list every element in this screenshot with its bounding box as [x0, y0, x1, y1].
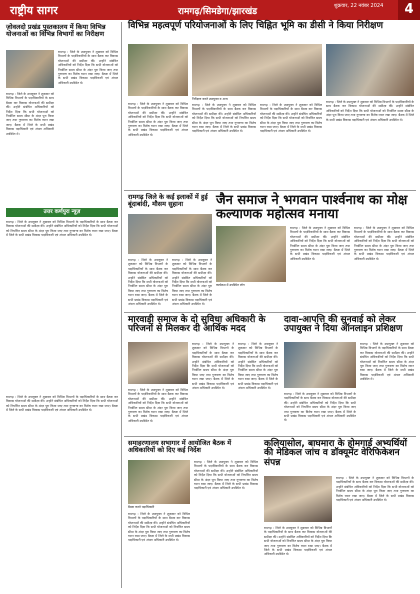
center-small-photo	[128, 214, 212, 254]
mid-left-body-3: रामगढ़ : जिले के उपायुक्त ने शुक्रवार को विभिन्न विभागों के पदाधिकारियों के साथ बैठक कर विकास योजनाओं की समीक्षा की। उन्होंने संबंधित अधिकारियों को निर्देश दिया कि सभी योजनाओं को निर्धारित समय सीमा के अंदर पूरा किया जाए तथा गुणवत्ता का विशेष ध्यान रखा जाए। बैठक में जिले के सभी प्रखंड विकास पदाधिकारी एवं अंचल अधिकारी उपस्थित थे।	[128, 388, 188, 423]
newspaper-title: राष्ट्रीय सागर	[10, 4, 58, 17]
left-top-photo	[6, 50, 54, 88]
mid-right-body-2: रामगढ़ : जिले के उपायुक्त ने शुक्रवार को विभिन्न विभागों के पदाधिकारियों के साथ बैठक कर विकास योजनाओं की समीक्षा की। उन्होंने संबंधित अधिकारियों को निर्देश दिया कि सभी योजनाओं को निर्धारित समय सीमा के अंदर पूरा किया जाए तथा गुणवत्ता का विशेष ध्यान रखा जाए। बैठक में जिले के सभी प्रखंड विकास पदाधिकारी एवं अंचल अधिकारी उपस्थित थे।	[284, 392, 356, 423]
bottom-center-caption: बैठक करते पदाधिकारी	[128, 505, 155, 509]
left-top-body: रामगढ़ : जिले के उपायुक्त ने शुक्रवार को विभिन्न विभागों के पदाधिकारियों के साथ बैठक कर विकास योजनाओं की समीक्षा की। उन्होंने संबंधित अधिकारियों को निर्देश दिया कि सभी योजनाओं को निर्धारित समय सीमा के अंदर पूरा किया जाए तथा गुणवत्ता का विशेष ध्यान रखा जाए। बैठक में जिले के सभी प्रखंड विकास पदाधिकारी एवं अंचल अधिकारी उपस्थित थे।	[58, 50, 118, 85]
center-sub-headline: रामगढ़ जिले के कई इलाकों में हुई बूंदाबांदी, मौसम सुहाना	[128, 193, 208, 208]
mid-right-photo	[284, 342, 356, 388]
column-rule	[121, 22, 122, 588]
bottom-right-photo	[264, 476, 332, 522]
lead-photo-3	[326, 44, 414, 96]
date-line: शुक्रवार, 22 नवंबर 2024	[334, 3, 384, 9]
left-top-body-2: रामगढ़ : जिले के उपायुक्त ने शुक्रवार को विभिन्न विभागों के पदाधिकारियों के साथ बैठक कर विकास योजनाओं की समीक्षा की। उन्होंने संबंधित अधिकारियों को निर्देश दिया कि सभी योजनाओं को निर्धारित समय सीमा के अंदर पूरा किया जाए तथा गुणवत्ता का विशेष ध्यान रखा जाए। बैठक में जिले के सभी प्रखंड विकास पदाधिकारी एवं अंचल अधिकारी उपस्थित थे।	[6, 92, 54, 136]
bottom-center-photo	[128, 460, 190, 504]
lead-body-1: रामगढ़ : जिले के उपायुक्त ने शुक्रवार को विभिन्न विभागों के पदाधिकारियों के साथ बैठक कर विकास योजनाओं की समीक्षा की। उन्होंने संबंधित अधिकारियों को निर्देश दिया कि सभी योजनाओं को निर्धारित समय सीमा के अंदर पूरा किया जाए तथा गुणवत्ता का विशेष ध्यान रखा जाए। बैठक में जिले के सभी प्रखंड विकास पदाधिकारी एवं अंचल अधिकारी उपस्थित थे।	[128, 102, 188, 137]
lead-body-2: रामगढ़ : जिले के उपायुक्त ने शुक्रवार को विभिन्न विभागों के पदाधिकारियों के साथ बैठक कर विकास योजनाओं की समीक्षा की। उन्होंने संबंधित अधिकारियों को निर्देश दिया कि सभी योजनाओं को निर्धारित समय सीमा के अंदर पूरा किया जाए तथा गुणवत्ता का विशेष ध्यान रखा जाए। बैठक में जिले के सभी प्रखंड विकास पदाधिकारी एवं अंचल अधिकारी उपस्थित थे।	[192, 103, 256, 134]
lead-caption: निरीक्षण करते उपायुक्त व अन्य	[192, 97, 228, 101]
section-name: रामगढ़/सिमडेगा/झारखंड	[178, 7, 258, 17]
center-small-body: रामगढ़ : जिले के उपायुक्त ने शुक्रवार को विभिन्न विभागों के पदाधिकारियों के साथ बैठक कर विकास योजनाओं की समीक्षा की। उन्होंने संबंधित अधिकारियों को निर्देश दिया कि सभी योजनाओं को निर्धारित समय सीमा के अंदर पूरा किया जाए तथा गुणवत्ता का विशेष ध्यान रखा जाए। बैठक में जिले के सभी प्रखंड विकास पदाधिकारी एवं अंचल अधिकारी उपस्थित थे।	[128, 258, 168, 307]
left-top-headline: ज़ोवलदो प्रखंड पुस्तकालय में किया विभिन्न योजनाओं का विभिन्न विभागों का निरीक्षण	[6, 23, 106, 38]
center-big-caption: कार्यक्रम में उपस्थित लोग	[216, 283, 245, 287]
lead-body-4: रामगढ़ : जिले के उपायुक्त ने शुक्रवार को विभिन्न विभागों के पदाधिकारियों के साथ बैठक कर विकास योजनाओं की समीक्षा की। उन्होंने संबंधित अधिकारियों को निर्देश दिया कि सभी योजनाओं को निर्धारित समय सीमा के अंदर पूरा किया जाए तथा गुणवत्ता का विशेष ध्यान रखा जाए। बैठक में जिले के सभी प्रखंड विकास पदाधिकारी एवं अंचल अधिकारी उपस्थित थे।	[326, 100, 414, 122]
page-number: 4	[398, 0, 420, 20]
section-band: उत्तर कर्णपुरा न्यूज़	[6, 208, 118, 217]
mid-right-body-1: रामगढ़ : जिले के उपायुक्त ने शुक्रवार को विभिन्न विभागों के पदाधिकारियों के साथ बैठक कर विकास योजनाओं की समीक्षा की। उन्होंने संबंधित अधिकारियों को निर्देश दिया कि सभी योजनाओं को निर्धारित समय सीमा के अंदर पूरा किया जाए तथा गुणवत्ता का विशेष ध्यान रखा जाए। बैठक में जिले के सभी प्रखंड विकास पदाधिकारी एवं अंचल अधिकारी उपस्थित थे।	[360, 342, 414, 382]
mid-left-headline: मारवाड़ी समाज के दो सुविधा अधिकारी के परिजनों से मिलकर दी आर्थिक मदद	[128, 315, 266, 335]
center-big-photo	[216, 226, 286, 282]
bottom-right-body-1: रामगढ़ : जिले के उपायुक्त ने शुक्रवार को विभिन्न विभागों के पदाधिकारियों के साथ बैठक कर विकास योजनाओं की समीक्षा की। उन्होंने संबंधित अधिकारियों को निर्देश दिया कि सभी योजनाओं को निर्धारित समय सीमा के अंदर पूरा किया जाए तथा गुणवत्ता का विशेष ध्यान रखा जाए। बैठक में जिले के सभी प्रखंड विकास पदाधिकारी एवं अंचल अधिकारी उपस्थित थे।	[336, 476, 414, 503]
lead-body-3: रामगढ़ : जिले के उपायुक्त ने शुक्रवार को विभिन्न विभागों के पदाधिकारियों के साथ बैठक कर विकास योजनाओं की समीक्षा की। उन्होंने संबंधित अधिकारियों को निर्देश दिया कि सभी योजनाओं को निर्धारित समय सीमा के अंदर पूरा किया जाए तथा गुणवत्ता का विशेष ध्यान रखा जाए। बैठक में जिले के सभी प्रखंड विकास पदाधिकारी एवं अंचल अधिकारी उपस्थित थे।	[260, 103, 322, 134]
bottom-center-body-1: रामगढ़ : जिले के उपायुक्त ने शुक्रवार को विभिन्न विभागों के पदाधिकारियों के साथ बैठक कर विकास योजनाओं की समीक्षा की। उन्होंने संबंधित अधिकारियों को निर्देश दिया कि सभी योजनाओं को निर्धारित समय सीमा के अंदर पूरा किया जाए तथा गुणवत्ता का विशेष ध्यान रखा जाए। बैठक में जिले के सभी प्रखंड विकास पदाधिकारी एवं अंचल अधिकारी उपस्थित थे।	[194, 460, 258, 491]
left-col-body-2: रामगढ़ : जिले के उपायुक्त ने शुक्रवार को विभिन्न विभागों के पदाधिकारियों के साथ बैठक कर विकास योजनाओं की समीक्षा की। उन्होंने संबंधित अधिकारियों को निर्देश दिया कि सभी योजनाओं को निर्धारित समय सीमा के अंदर पूरा किया जाए तथा गुणवत्ता का विशेष ध्यान रखा जाए। बैठक में जिले के सभी प्रखंड विकास पदाधिकारी एवं अंचल अधिकारी उपस्थित थे।	[6, 395, 118, 413]
lead-photo-2	[192, 44, 322, 96]
row-rule-1	[124, 190, 416, 191]
bottom-center-headline: समाहरणालय सभागार में आयोजित बैठक में अधिकारियों को दिए कई निर्देश	[128, 439, 232, 454]
row-rule-3	[124, 436, 416, 437]
bottom-center-body-2: रामगढ़ : जिले के उपायुक्त ने शुक्रवार को विभिन्न विभागों के पदाधिकारियों के साथ बैठक कर विकास योजनाओं की समीक्षा की। उन्होंने संबंधित अधिकारियों को निर्देश दिया कि सभी योजनाओं को निर्धारित समय सीमा के अंदर पूरा किया जाए तथा गुणवत्ता का विशेष ध्यान रखा जाए। बैठक में जिले के सभी प्रखंड विकास पदाधिकारी एवं अंचल अधिकारी उपस्थित थे।	[128, 512, 190, 543]
center-big-headline: जैन समाज ने भगवान पार्श्वनाथ का मोक्ष कल्याणक महोत्सव मनाया	[216, 193, 408, 222]
center-big-body-1: रामगढ़ : जिले के उपायुक्त ने शुक्रवार को विभिन्न विभागों के पदाधिकारियों के साथ बैठक कर विकास योजनाओं की समीक्षा की। उन्होंने संबंधित अधिकारियों को निर्देश दिया कि सभी योजनाओं को निर्धारित समय सीमा के अंदर पूरा किया जाए तथा गुणवत्ता का विशेष ध्यान रखा जाए। बैठक में जिले के सभी प्रखंड विकास पदाधिकारी एवं अंचल अधिकारी उपस्थित थे।	[290, 226, 350, 261]
bottom-right-headline: कलियासोल, बाघमारा के होमगार्ड अभ्यर्थियों की मेडिकल जांच व डॉक्यूमेंट वेरिफिकेशन संपन्न	[264, 439, 407, 468]
mid-left-photo	[128, 342, 188, 384]
mid-left-body-2: रामगढ़ : जिले के उपायुक्त ने शुक्रवार को विभिन्न विभागों के पदाधिकारियों के साथ बैठक कर विकास योजनाओं की समीक्षा की। उन्होंने संबंधित अधिकारियों को निर्देश दिया कि सभी योजनाओं को निर्धारित समय सीमा के अंदर पूरा किया जाए तथा गुणवत्ता का विशेष ध्यान रखा जाए। बैठक में जिले के सभी प्रखंड विकास पदाधिकारी एवं अंचल अधिकारी उपस्थित थे।	[238, 342, 278, 391]
lead-photo-1	[128, 44, 188, 96]
mid-left-body-1: रामगढ़ : जिले के उपायुक्त ने शुक्रवार को विभिन्न विभागों के पदाधिकारियों के साथ बैठक कर विकास योजनाओं की समीक्षा की। उन्होंने संबंधित अधिकारियों को निर्देश दिया कि सभी योजनाओं को निर्धारित समय सीमा के अंदर पूरा किया जाए तथा गुणवत्ता का विशेष ध्यान रखा जाए। बैठक में जिले के सभी प्रखंड विकास पदाधिकारी एवं अंचल अधिकारी उपस्थित थे।	[192, 342, 234, 391]
left-col-body: रामगढ़ : जिले के उपायुक्त ने शुक्रवार को विभिन्न विभागों के पदाधिकारियों के साथ बैठक कर विकास योजनाओं की समीक्षा की। उन्होंने संबंधित अधिकारियों को निर्देश दिया कि सभी योजनाओं को निर्धारित समय सीमा के अंदर पूरा किया जाए तथा गुणवत्ता का विशेष ध्यान रखा जाए। बैठक में जिले के सभी प्रखंड विकास पदाधिकारी एवं अंचल अधिकारी उपस्थित थे।	[6, 220, 118, 238]
center-big-body-2: रामगढ़ : जिले के उपायुक्त ने शुक्रवार को विभिन्न विभागों के पदाधिकारियों के साथ बैठक कर विकास योजनाओं की समीक्षा की। उन्होंने संबंधित अधिकारियों को निर्देश दिया कि सभी योजनाओं को निर्धारित समय सीमा के अंदर पूरा किया जाए तथा गुणवत्ता का विशेष ध्यान रखा जाए। बैठक में जिले के सभी प्रखंड विकास पदाधिकारी एवं अंचल अधिकारी उपस्थित थे।	[354, 226, 414, 261]
mid-right-headline: दावा-आपत्ति की सुनवाई को लेकर उपायुक्त ने दिया ऑनलाइन प्रशिक्षण	[284, 315, 403, 335]
center-small-body-2: रामगढ़ : जिले के उपायुक्त ने शुक्रवार को विभिन्न विभागों के पदाधिकारियों के साथ बैठक कर विकास योजनाओं की समीक्षा की। उन्होंने संबंधित अधिकारियों को निर्देश दिया कि सभी योजनाओं को निर्धारित समय सीमा के अंदर पूरा किया जाए तथा गुणवत्ता का विशेष ध्यान रखा जाए। बैठक में जिले के सभी प्रखंड विकास पदाधिकारी एवं अंचल अधिकारी उपस्थित थे।	[172, 258, 212, 307]
lead-headline: विभिन्न महत्वपूर्ण परियोजनाओं के लिए चिह्नित भूमि का डीसी ने किया निरीक्षण	[128, 21, 383, 31]
row-rule-2	[124, 312, 416, 313]
bottom-right-body-2: रामगढ़ : जिले के उपायुक्त ने शुक्रवार को विभिन्न विभागों के पदाधिकारियों के साथ बैठक कर विकास योजनाओं की समीक्षा की। उन्होंने संबंधित अधिकारियों को निर्देश दिया कि सभी योजनाओं को निर्धारित समय सीमा के अंदर पूरा किया जाए तथा गुणवत्ता का विशेष ध्यान रखा जाए। बैठक में जिले के सभी प्रखंड विकास पदाधिकारी एवं अंचल अधिकारी उपस्थित थे।	[264, 526, 332, 557]
